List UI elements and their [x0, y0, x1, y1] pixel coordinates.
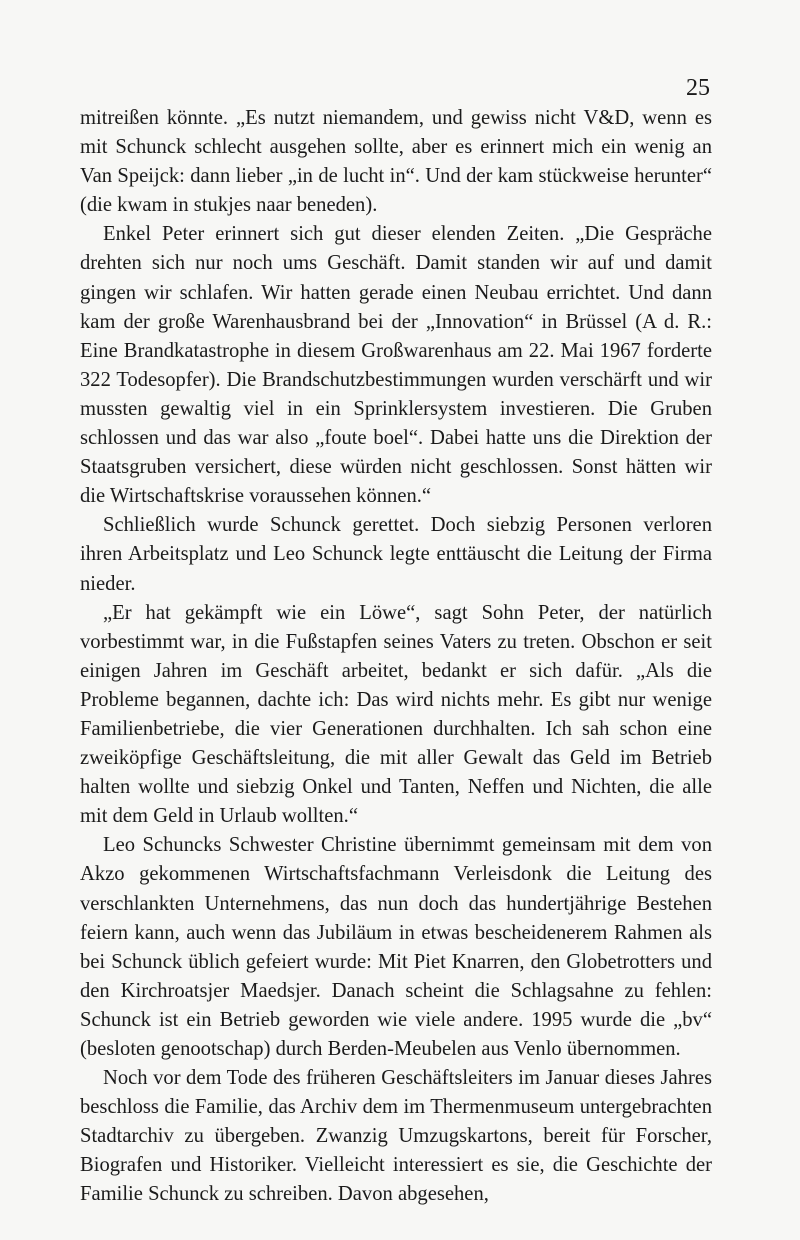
- body-text: [80, 104, 712, 1210]
- paragraph-5: Leo Schuncks Schwester Christine übernimmt gemeinsam mit dem von Akzo gekommenen Wirtschaftsfachmann Verleisdonk die Leitung des verschlankten Unternehmens, das nun doch das hundertjährige Bestehen feiern kann, auch wenn das Jubiläum in etwas bescheidenerem Rahmen als bei Schunck üblich gefeiert wurde: Mit Piet Knarren, den Globetrotters und den Kirchroatsjer Maedsjer. Danach scheint die Schlagsahne zu fehlen: Schunck ist ein Betrieb geworden wie viele andere. 1995 wurde die „bv“ (besloten genootschap) durch Berden-Meubelen aus Venlo übernommen.: [80, 834, 712, 1060]
- paragraph-1: mitreißen könnte. „Es nutzt niemandem, und gewiss nicht V&D, wenn es mit Schunck schlecht ausgehen sollte, aber es erinnert mich ein wenig an Van Speijck: dann lieber „in de lucht in“. Und der kam stückweise herunter“ (die kwam in stukjes naar beneden).: [80, 107, 712, 217]
- paragraph-4: „Er hat gekämpft wie ein Löwe“, sagt Sohn Peter, der natürlich vorbestimmt war, in die Fußstapfen seines Vaters zu treten. Obschon er seit einigen Jahren im Geschäft arbeitet, bedankt er sich dafür. „Als die Probleme begannen, dachte ich: Das wird nichts mehr. Es gibt nur wenige Familienbetriebe, die vier Generationen durchhalten. Ich sah schon eine zweiköpfige Geschäftsleitung, die mit aller Gewalt das Geld im Betrieb halten wollte und siebzig Onkel und Tanten, Neffen und Nichten, die alle mit dem Geld in Urlaub wollten.“: [80, 601, 712, 828]
- paragraph-3: Schließlich wurde Schunck gerettet. Doch siebzig Personen verloren ihren Arbeitsplatz und Leo Schunck legte enttäuscht die Leitung der Firma nieder.: [80, 514, 712, 595]
- paragraph-2: Enkel Peter erinnert sich gut dieser elenden Zeiten. „Die Gespräche drehten sich nur noch ums Geschäft. Damit standen wir auf und damit gingen wir schlafen. Wir hatten gerade einen Neubau errichtet. Und dann kam der große Warenhausbrand bei der „Innovation“ in Brüssel (A d. R.: Eine Brandkatastrophe in diesem Großwarenhaus am 22. Mai 1967 forderte 322 Todesopfer). Die Brandschutzbestimmungen wurden verschärft und wir mussten gewaltig viel in ein Sprinklersystem investieren. Die Gruben schlossen und das war also „foute boel“. Dabei hatte uns die Direktion der Staatsgruben versichert, diese würden nicht geschlossen. Sonst hätten wir die Wirtschaftskrise voraussehen können.“: [80, 223, 712, 508]
- page-number: 25: [686, 75, 710, 101]
- paragraph-6: Noch vor dem Tode des früheren Geschäftsleiters im Januar dieses Jahres beschloss die Familie, das Archiv dem im Thermenmuseum untergebrachten Stadtarchiv zu übergeben. Zwanzig Umzugskartons, bereit für Forscher, Biografen und Historiker. Vielleicht interessiert es sie, die Geschichte der Familie Schunck zu schreiben. Davon abgesehen,: [80, 1067, 712, 1206]
